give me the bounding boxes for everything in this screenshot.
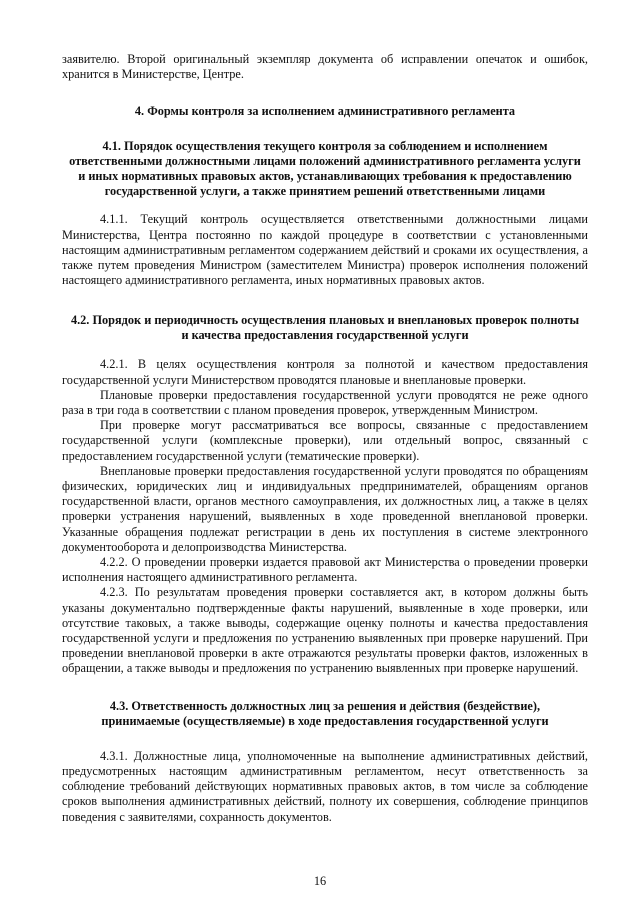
section-4-3-body xyxy=(62,749,588,825)
section-4-title: 4. Формы контроля за исполнением административного регламента xyxy=(134,104,516,119)
paragraph-4-2-1: 4.2.1. В целях осуществления контроля за полнотой и качеством предоставления государственной услуги Министерством проводятся плановые и внеплановые проверки. xyxy=(62,357,588,387)
section-4-1-title: 4.1. Порядок осуществления текущего контроля за соблюдением и исполнением ответственными должностными лицами положений административного регламента услуги и иных нормативных правовых актов, устанавливающих требования к предоставлению государственной услуги, а также принятием решений ответственными лицами xyxy=(69,139,581,199)
intro-paragraph: заявителю. Второй оригинальный экземпляр документа об исправлении опечаток и ошибок, хранится в Министерстве, Центре. xyxy=(62,52,588,82)
paragraph-unplanned-checks: Внеплановые проверки предоставления государственной услуги проводятся по обращениям физических, юридических лиц и индивидуальных предпринимателей, обращениям органов государственной власти, органов местного самоуправления, их должностных лиц, а также в целях проверки устранения нарушений, выявленных в ходе проведенной внеплановой проверки. Указанные обращения подлежат регистрации в день их поступления в системе электронного документооборота и делопроизводства Министерства. xyxy=(62,463,588,554)
section-4-1-body xyxy=(62,212,588,288)
page-number: 16 xyxy=(313,874,327,888)
paragraph-4-2-2: 4.2.2. О проведении проверки издается правовой акт Министерства о проведении проверки исполнения настоящего административного регламента. xyxy=(62,555,588,585)
paragraph-planned-checks: Плановые проверки предоставления государственной услуги проводятся не реже одного раза в три года в соответствии с планом проведения проверок, утвержденным Министром. xyxy=(62,387,588,418)
paragraph-check-scope: При проверке могут рассматриваться все вопросы, связанные с предоставлением государственной услуги (комплексные проверки), или отдельный вопрос, связанный с предоставлением государственной услуги (тематические проверки). xyxy=(62,418,588,463)
page-content xyxy=(62,52,588,825)
paragraph-4-1-1: 4.1.1. Текущий контроль осуществляется ответственными должностными лицами Министерства, Центра постоянно по каждой процедуре в соответствии с установленными настоящим административным регламентом содержанием действий и сроками их осуществления, а также путем проведения Министром (заместителем Министра) проверок исполнения положений настоящего административного регламента, иных нормативных правовых актов. xyxy=(62,212,588,288)
paragraph-4-2-3: 4.2.3. По результатам проведения проверки составляется акт, в котором должны быть указаны документально подтвержденные факты нарушений, выявленные в ходе проверки, или отсутствие таковых, а также выводы, содержащие оценку полноты и качества предоставления государственной услуги и предложения по устранению выявленных при проверке нарушений. При проведении внеплановой проверки в акте отражаются результаты проверки фактов, изложенных в обращении, а также выводы и предложения по устранению выявленных при проверке нарушений. xyxy=(62,585,588,676)
paragraph-4-3-1: 4.3.1. Должностные лица, уполномоченные на выполнение административных действий, предусмотренных настоящим административным регламентом, несут ответственность за соблюдение требований действующих нормативных правовых актов, в том числе за соблюдение сроков выполнения административных действий, полноту их совершения, соблюдение принципов поведения с заявителями, сохранность документов. xyxy=(62,748,588,824)
section-4-3-title: 4.3. Ответственность должностных лиц за решения и действия (бездействие), принимаемые (осуществляемые) в ходе предоставления государственной услуги xyxy=(101,698,549,728)
section-4-2-body xyxy=(62,357,588,676)
section-4-2-title: 4.2. Порядок и периодичность осуществления плановых и внеплановых проверок полноты и качества предоставления государственной услуги xyxy=(70,313,580,343)
